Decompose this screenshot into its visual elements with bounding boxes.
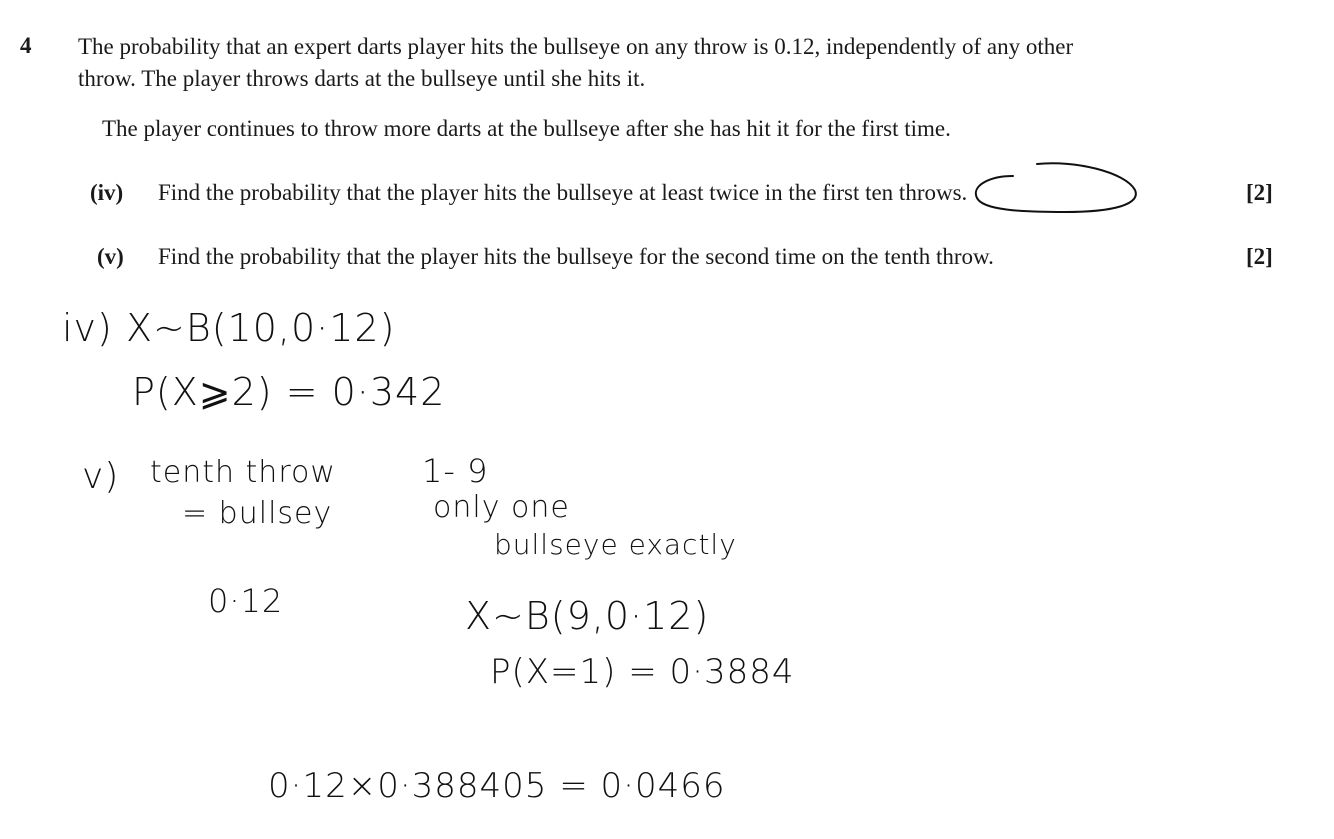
part-iv-label: (iv)	[90, 180, 124, 205]
hw-v-equals-bullseye: = bullsey	[182, 496, 333, 531]
circle-annotation	[965, 158, 1141, 220]
hw-v-final-answer: 0·12×0·388405 = 0·0466	[268, 766, 726, 806]
hw-v-range: 1- 9	[422, 452, 489, 490]
part-iv-marks: [2]	[1246, 180, 1273, 205]
hw-v-probability: P(X=1) = 0·3884	[490, 652, 795, 692]
question-stem-line-1: The probability that an expert darts player hits the bullseye on any throw is 0.12, independently of any other	[78, 34, 1074, 59]
hw-v-distribution: X~B(9,0·12)	[465, 594, 710, 638]
hw-v-only-one: only one	[433, 490, 570, 525]
question-stem-line-2: throw. The player throws darts at the bullseye until she hits it.	[78, 66, 646, 91]
part-iv-text: Find the probability that the player hits the bullseye at least twice in the first ten throws.	[158, 180, 968, 205]
part-v-label: (v)	[97, 244, 124, 269]
hw-v-bullseye-exactly: bullseye exactly	[494, 528, 737, 561]
question-continuation: The player continues to throw more darts at the bullseye after she has hit it for the first time.	[102, 116, 951, 141]
hw-v-label: v)	[82, 456, 120, 497]
hw-v-p-tenth: 0·12	[208, 582, 284, 620]
part-v-text: Find the probability that the player hits the bullseye for the second time on the tenth throw.	[158, 244, 994, 269]
question-number: 4	[20, 33, 32, 58]
part-v-marks: [2]	[1246, 244, 1273, 269]
hw-iv-distribution: iv) X~B(10,0·12)	[62, 306, 396, 350]
hw-v-tenth-throw: tenth throw	[150, 455, 336, 490]
hw-iv-probability: P(X⩾2) = 0·342	[132, 370, 446, 414]
